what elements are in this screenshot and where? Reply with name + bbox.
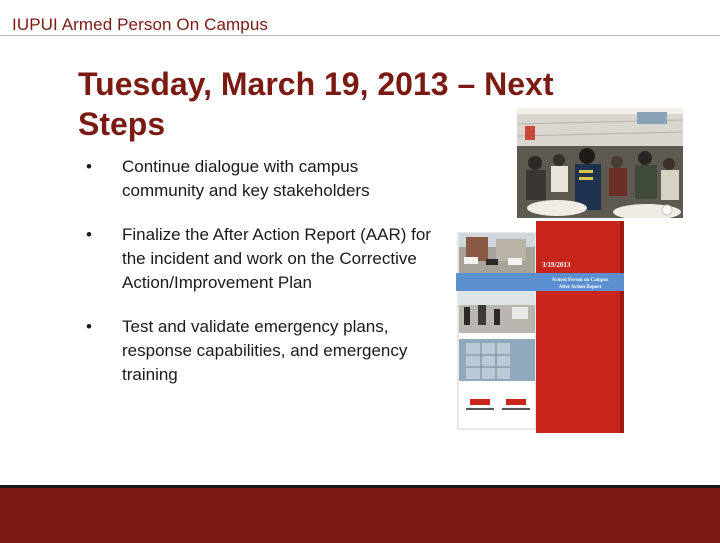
bullet-item-1 — [84, 155, 444, 203]
header-divider — [0, 35, 720, 36]
bullet-text: Continue dialogue with campus community and key stakeholders — [122, 157, 370, 200]
bullet-marker: • — [86, 317, 92, 336]
bullet-text: Test and validate emergency plans, response capabilities, and emergency training — [122, 317, 408, 384]
meeting-photo — [517, 108, 683, 218]
report-date: 3/19/2013 — [542, 261, 571, 269]
slide-title: Tuesday, March 19, 2013 – Next Steps — [78, 66, 554, 142]
after-action-report-cover — [456, 219, 626, 434]
report-title-line2: After Action Report — [558, 285, 602, 290]
header-title: IUPUI Armed Person On Campus — [12, 15, 269, 34]
bullet-marker: • — [86, 157, 92, 176]
bullet-item-2 — [84, 223, 444, 295]
report-title-line1: Armed Person on Campus — [551, 278, 609, 283]
bullet-text: Finalize the After Action Report (AAR) for the incident and work on the Corrective Action/Improvement Plan — [122, 225, 431, 292]
bullet-item-3 — [84, 315, 444, 387]
footer-bar — [0, 485, 720, 543]
bullet-marker: • — [86, 225, 92, 244]
bullet-list — [84, 155, 444, 407]
